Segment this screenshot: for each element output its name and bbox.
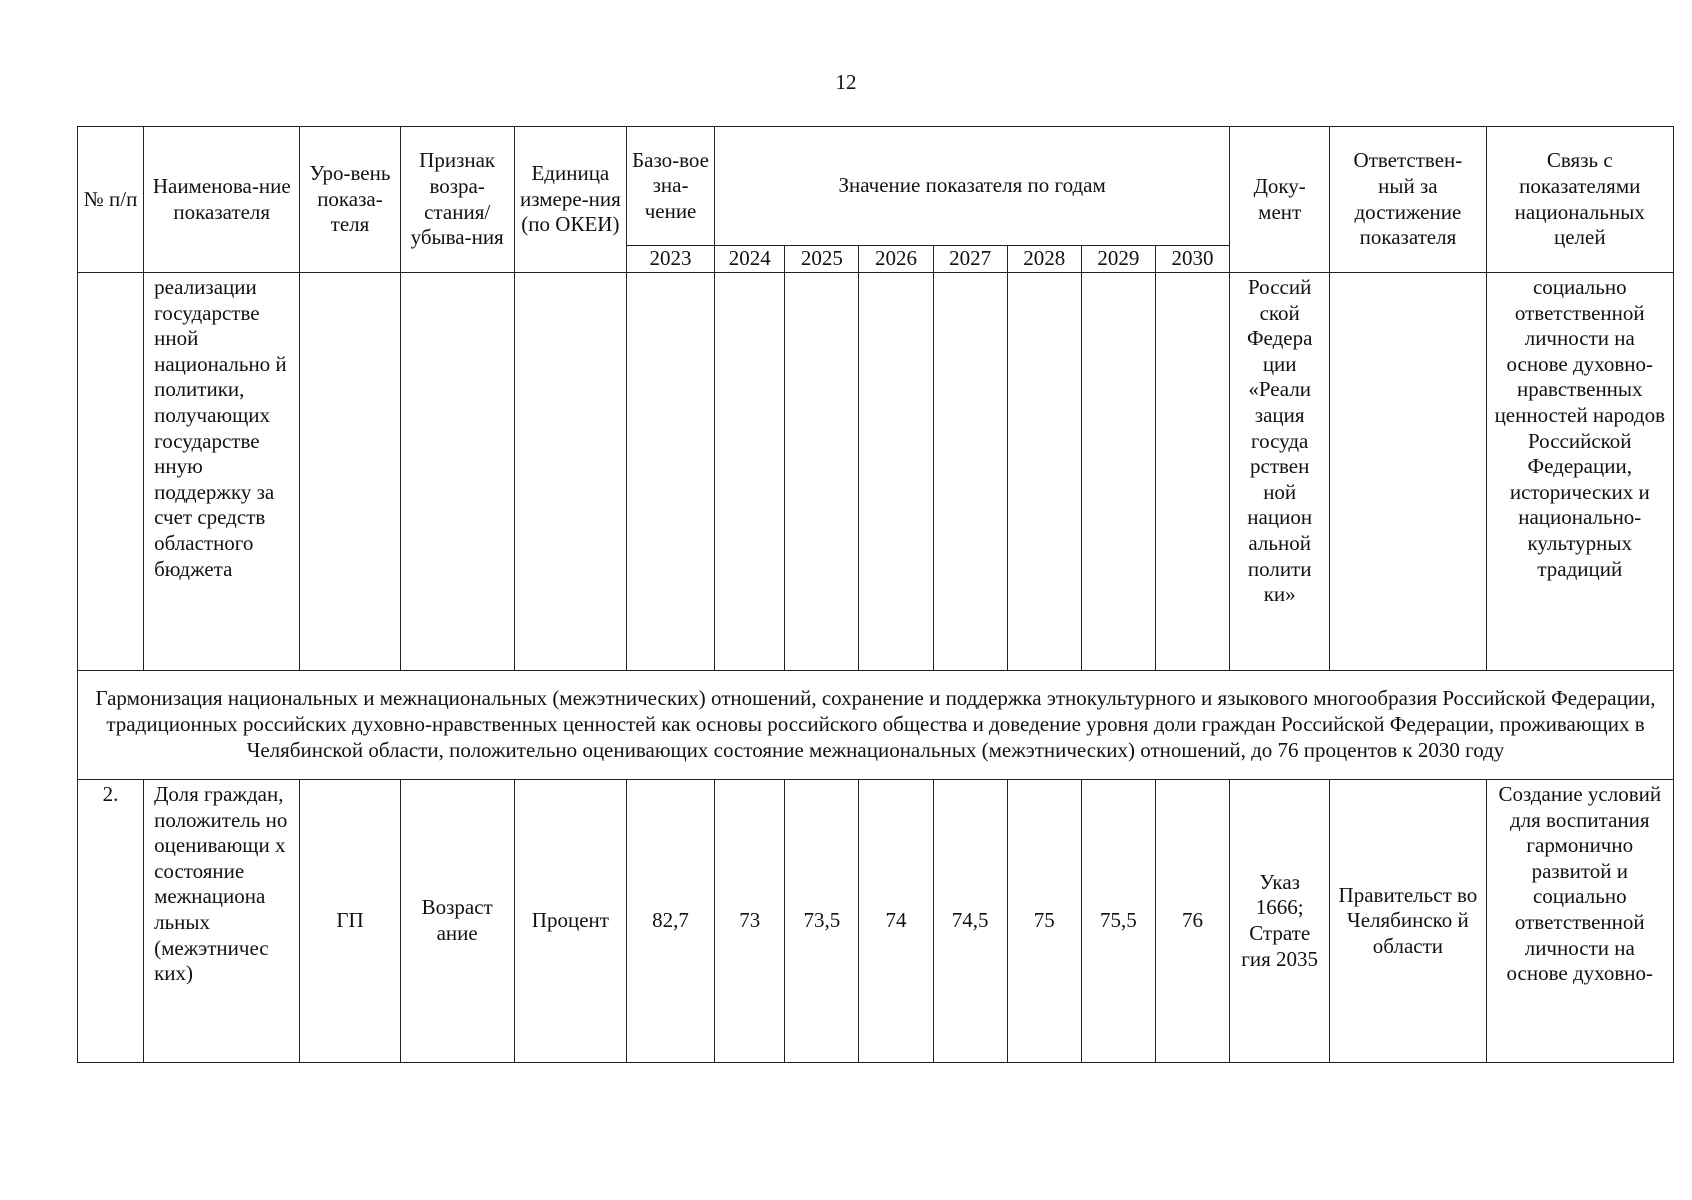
cell-value (933, 273, 1007, 671)
cell-value: 74 (859, 780, 933, 1063)
cell-value (785, 273, 859, 671)
cell-value (1007, 273, 1081, 671)
goal-text: Гармонизация национальных и межнациональных (межэтнических) отношений, сохранение и поддержка этнокультурного и языкового многообразия Российской Федерации, традиционных российских духовно-нравственных ценностей как основы российского общества и доведение уровня доли граждан Российской Федерации, проживающих в Челябинской области, положительно оценивающих состояние межнациональных (межэтнических) отношений, до 76 процентов к 2030 году (78, 671, 1674, 780)
header-year: 2030 (1155, 246, 1229, 273)
cell-trend (400, 273, 514, 671)
cell-document: Указ 1666; Страте гия 2035 (1230, 780, 1330, 1063)
table-row (78, 273, 1674, 671)
cell-value: 75 (1007, 780, 1081, 1063)
table-header-row (78, 127, 1674, 246)
cell-value (859, 273, 933, 671)
cell-link: социально ответственной личности на основе духовно-нравственных ценностей народов Российской Федерации, исторических и национально-культурных традиций (1486, 273, 1673, 671)
header-num: № п/п (78, 127, 144, 273)
header-unit: Единица измере-ния (по ОКЕИ) (514, 127, 626, 273)
cell-level: ГП (300, 780, 400, 1063)
cell-responsible (1330, 273, 1486, 671)
header-link: Связь с показателями национальных целей (1486, 127, 1673, 273)
header-level: Уро-вень показа-теля (300, 127, 400, 273)
header-trend: Признак возра-стания/ убыва-ния (400, 127, 514, 273)
cell-name: реализации государстве нной национально й политики, получающих государстве нную поддержку за счет средств областного бюджета (144, 273, 300, 671)
header-base-year: 2023 (626, 246, 714, 273)
header-name: Наименова-ние показателя (144, 127, 300, 273)
header-document: Доку-мент (1230, 127, 1330, 273)
cell-value (1081, 273, 1155, 671)
header-year: 2028 (1007, 246, 1081, 273)
cell-link: Создание условий для воспитания гармонично развитой и социально ответственной личности на основе духовно- (1486, 780, 1673, 1063)
indicators-table (77, 126, 1674, 1063)
goal-row (78, 671, 1674, 780)
header-year: 2024 (715, 246, 785, 273)
cell-num (78, 273, 144, 671)
table-row (78, 780, 1674, 1063)
cell-level (300, 273, 400, 671)
cell-base: 82,7 (626, 780, 714, 1063)
header-responsible: Ответствен-ный за достижение показателя (1330, 127, 1486, 273)
cell-value: 74,5 (933, 780, 1007, 1063)
header-by-years: Значение показателя по годам (715, 127, 1230, 246)
cell-unit: Процент (514, 780, 626, 1063)
cell-value (1155, 273, 1229, 671)
cell-num: 2. (78, 780, 144, 1063)
cell-responsible: Правительст во Челябинско й области (1330, 780, 1486, 1063)
header-year: 2027 (933, 246, 1007, 273)
cell-unit (514, 273, 626, 671)
cell-name: Доля граждан, положитель но оценивающи х состояние межнациона льных (межэтничес ких) (144, 780, 300, 1063)
cell-value (715, 273, 785, 671)
page-number: 12 (835, 70, 857, 94)
cell-base (626, 273, 714, 671)
header-year: 2029 (1081, 246, 1155, 273)
cell-value: 75,5 (1081, 780, 1155, 1063)
header-year: 2025 (785, 246, 859, 273)
cell-trend: Возраст ание (400, 780, 514, 1063)
cell-value: 73 (715, 780, 785, 1063)
header-year: 2026 (859, 246, 933, 273)
header-base: Базо-вое зна-чение (626, 127, 714, 246)
cell-document: Россий ской Федера ции «Реали зация госуда рствен ной национ альной полити ки» (1230, 273, 1330, 671)
cell-value: 73,5 (785, 780, 859, 1063)
cell-value: 76 (1155, 780, 1229, 1063)
